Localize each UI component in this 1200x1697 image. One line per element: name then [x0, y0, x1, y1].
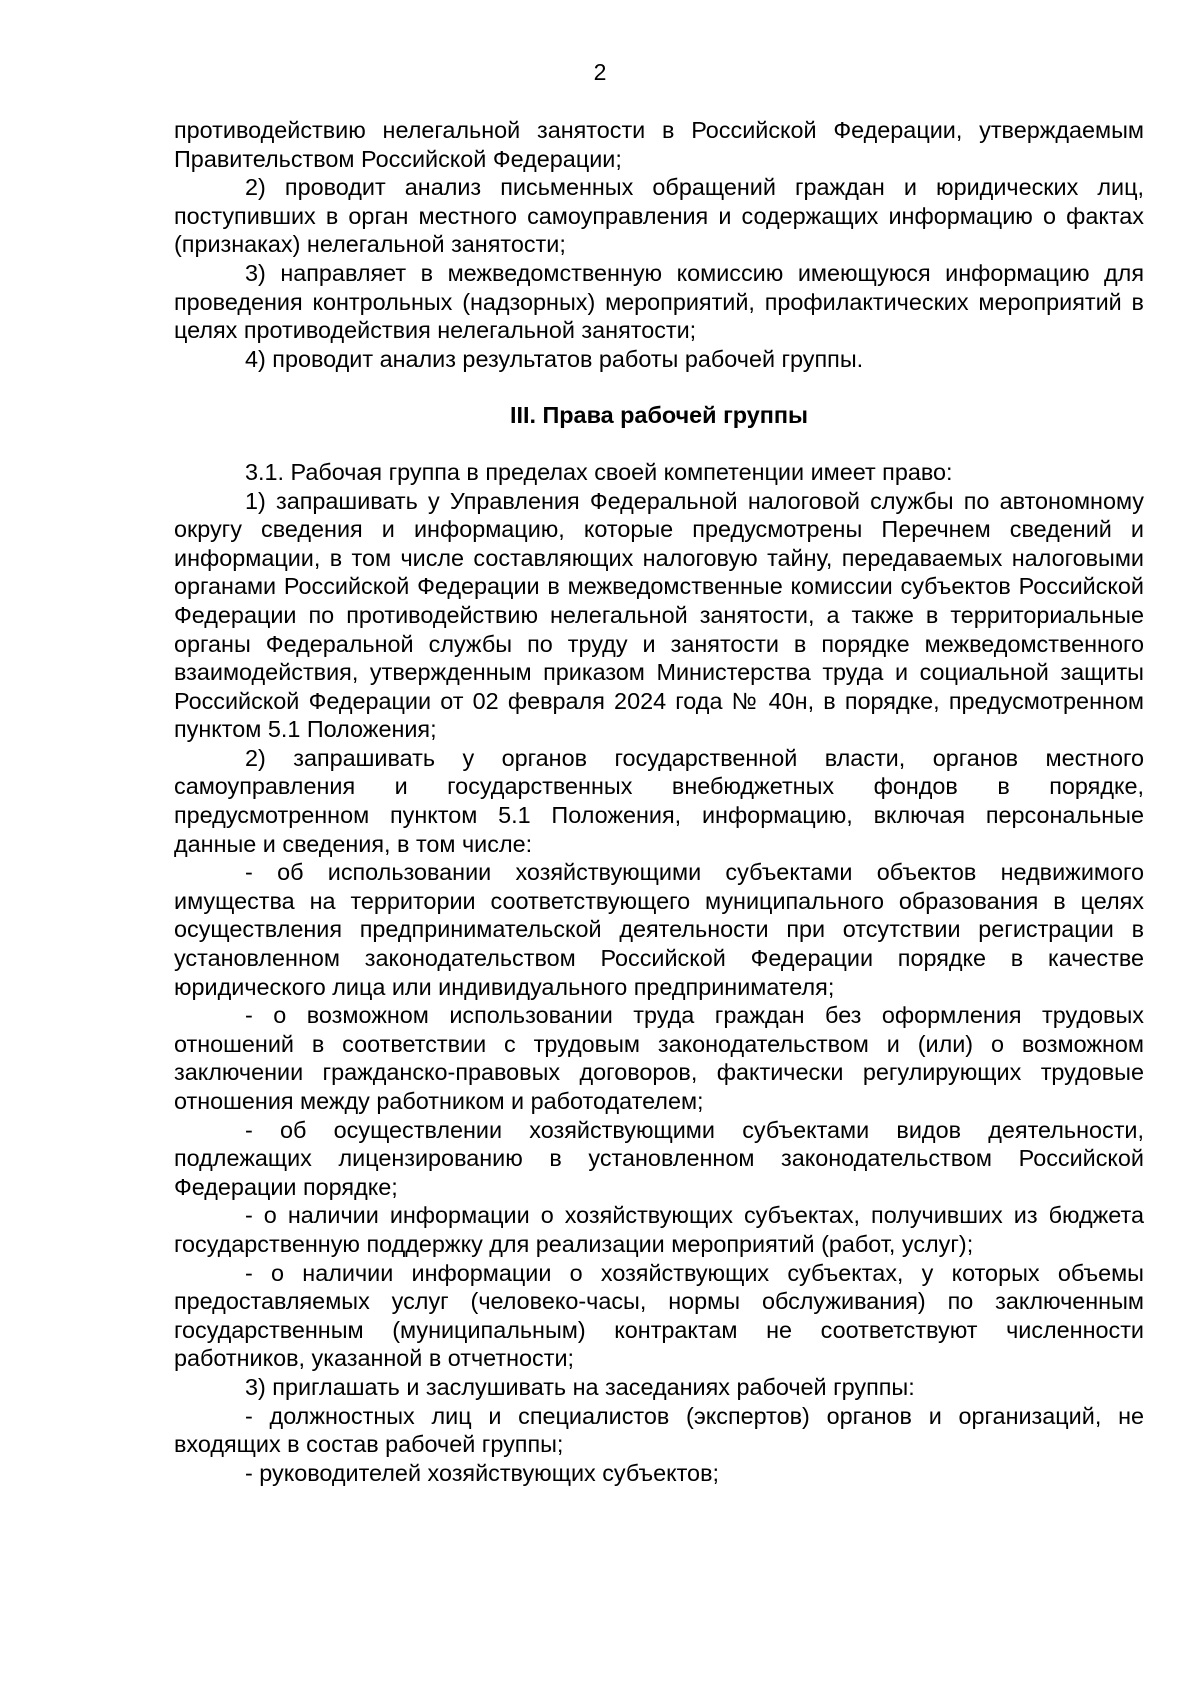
paragraph: противодействию нелегальной занятости в Российской Федерации, утверждаемым Правительством Российской Федерации; [174, 117, 1144, 172]
paragraph: 1) запрашивать у Управления Федеральной налоговой службы по автономному округу сведения и информацию, которые предусмотрены Перечнем сведений и информации, в том числе составляющих налоговую тайну, передаваемых налоговыми органами Российской Федерации в межведомственные комиссии субъектов Российской Федерации по противодействию нелегальной занятости, а также в территориальные органы Федеральной службы по труду и занятости в порядке межведомственного взаимодействия, утвержденным приказом Министерства труда и социальной защиты Российской Федерации от 02 февраля 2024 года № 40н, в порядке, предусмотренном пунктом 5.1 Положения; [174, 487, 1144, 743]
paragraph: 2) запрашивать у органов государственной власти, органов местного самоуправления и государственных внебюджетных фондов в порядке, предусмотренном пунктом 5.1 Положения, информацию, включая персональные данные и сведения, в том числе: [174, 744, 1144, 857]
list-item: - об использовании хозяйствующими субъектами объектов недвижимого имущества на территории соответствующего муниципального образования в целях осуществления предпринимательской деятельности при отсутствии регистрации в установленном законодательством Российской Федерации порядке в качестве юридического лица или индивидуального предпринимателя; [174, 859, 1144, 1000]
list-item: - руководителей хозяйствующих субъектов; [245, 1459, 719, 1486]
list-item: - о наличии информации о хозяйствующих субъектах, у которых объемы предоставляемых услуг (человеко-часы, нормы обслуживания) по заключенным государственным (муниципальным) контрактам не соответствуют численности работников, указанной в отчетности; [174, 1259, 1144, 1372]
document-body [174, 116, 1144, 1487]
paragraph: 3) приглашать и заслушивать на заседаниях рабочей группы: [245, 1373, 915, 1400]
section-heading: III. Права рабочей группы [509, 402, 809, 429]
list-item: - об осуществлении хозяйствующими субъектами видов деятельности, подлежащих лицензированию в установленном законодательством Российской Федерации порядке; [174, 1116, 1144, 1200]
list-item: - должностных лиц и специалистов (экспертов) органов и организаций, не входящих в состав рабочей группы; [174, 1402, 1144, 1458]
paragraph: 2) проводит анализ письменных обращений граждан и юридических лиц, поступивших в орган местного самоуправления и содержащих информацию о фактах (признаках) нелегальной занятости; [174, 174, 1144, 258]
paragraph: 3.1. Рабочая группа в пределах своей компетенции имеет право: [245, 458, 953, 485]
paragraph: 3) направляет в межведомственную комиссию имеющуюся информацию для проведения контрольных (надзорных) мероприятий, профилактических мероприятий в целях противодействия нелегальной занятости; [174, 259, 1144, 344]
list-item: - о наличии информации о хозяйствующих субъектах, получивших из бюджета государственную поддержку для реализации мероприятий (работ, услуг); [174, 1202, 1144, 1257]
list-item: - о возможном использовании труда граждан без оформления трудовых отношений в соответствии с трудовым законодательством и (или) о возможном заключении гражданско-правовых договоров, фактически регулирующих трудовые отношения между работником и работодателем; [174, 1002, 1144, 1114]
page-number: 2 [593, 59, 607, 85]
paragraph: 4) проводит анализ результатов работы рабочей группы. [245, 345, 864, 372]
